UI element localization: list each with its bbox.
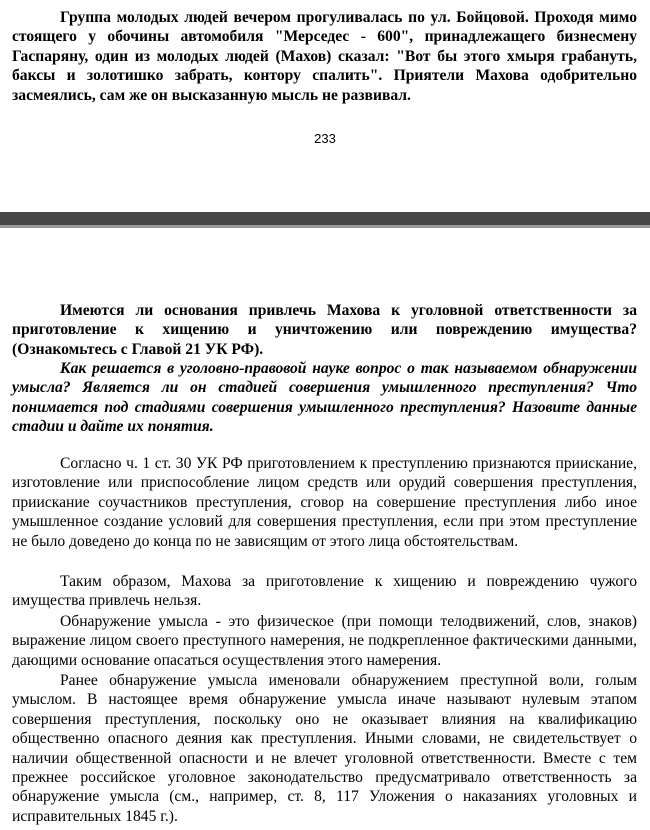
answer-paragraph-2: Таким образом, Махова за приготовление к хищению и повреждению чужого имущества привлечь нельзя. <box>12 573 637 610</box>
answer-paragraph-1: Согласно ч. 1 ст. 30 УК РФ приготовлением к преступлению признаются приискание, изготовление или приспособление лицом средств или орудий совершения преступления, приискание соучастников преступления, сговор на совершение преступления либо иное умышленное создание условий для совершения преступления, если при этом преступление не было доведено до конца по не зависящим от этого лица обстоятельствам. <box>12 455 637 550</box>
page-number: 233 <box>314 131 336 146</box>
answer-paragraph-3: Обнаружение умысла - это физическое (при помощи телодвижений, слов, знаков) выражение лицом своего преступного намерения, не подкрепленное фактическими данными, дающими основание опасаться осуществления этого намерения. <box>12 613 637 669</box>
case-description-paragraph: Группа молодых людей вечером прогуливалась по ул. Бойцовой. Проходя мимо стоящего у обочины автомобиля "Мерседес - 600", принадлежащего бизнесмену Гаспаряну, один из молодых людей (Махов) сказал: "Вот бы этого хмыря грабануть, баксы и золотишко забрать, контору спалить". Приятели Махова одобрительно засмеялись, сам же он высказанную мысль не развивал. <box>12 9 637 104</box>
answer-paragraph-4: Ранее обнаружение умысла именовали обнаружением преступной воли, голым умыслом. В настоящее время обнаружение умысла иначе называют нулевым этапом совершения преступления, поскольку оно не оказывает влияния на квалификацию общественно опасного деяния как преступления. Иными словами, не свидетельствует о наличии общественной опасности и не влечет уголовной ответственности. Вместе с тем прежнее российское уголовное законодательство предусматривало ответственность за обнаружение умысла (см., например, ст. 8, 117 Уложения о наказаниях уголовных и исправительных 1845 г.). <box>12 672 637 825</box>
document-page-bottom <box>0 228 650 830</box>
question-paragraph-1: Имеются ли основания привлечь Махова к уголовной ответственности за приготовление к хищению и уничтожению или повреждению имущества? (Ознакомьтесь с Главой 21 УК РФ). <box>12 302 637 358</box>
question-paragraph-2: Как решается в уголовно-правовой науке вопрос о так называемом обнаружении умысла? Является ли он стадией совершения умышленного преступления? Что понимается под стадиями совершения умышленного преступления? Назовите данные стадии и дайте их понятия. <box>12 360 637 436</box>
document-page-top <box>0 0 650 212</box>
page-separator <box>0 212 650 228</box>
